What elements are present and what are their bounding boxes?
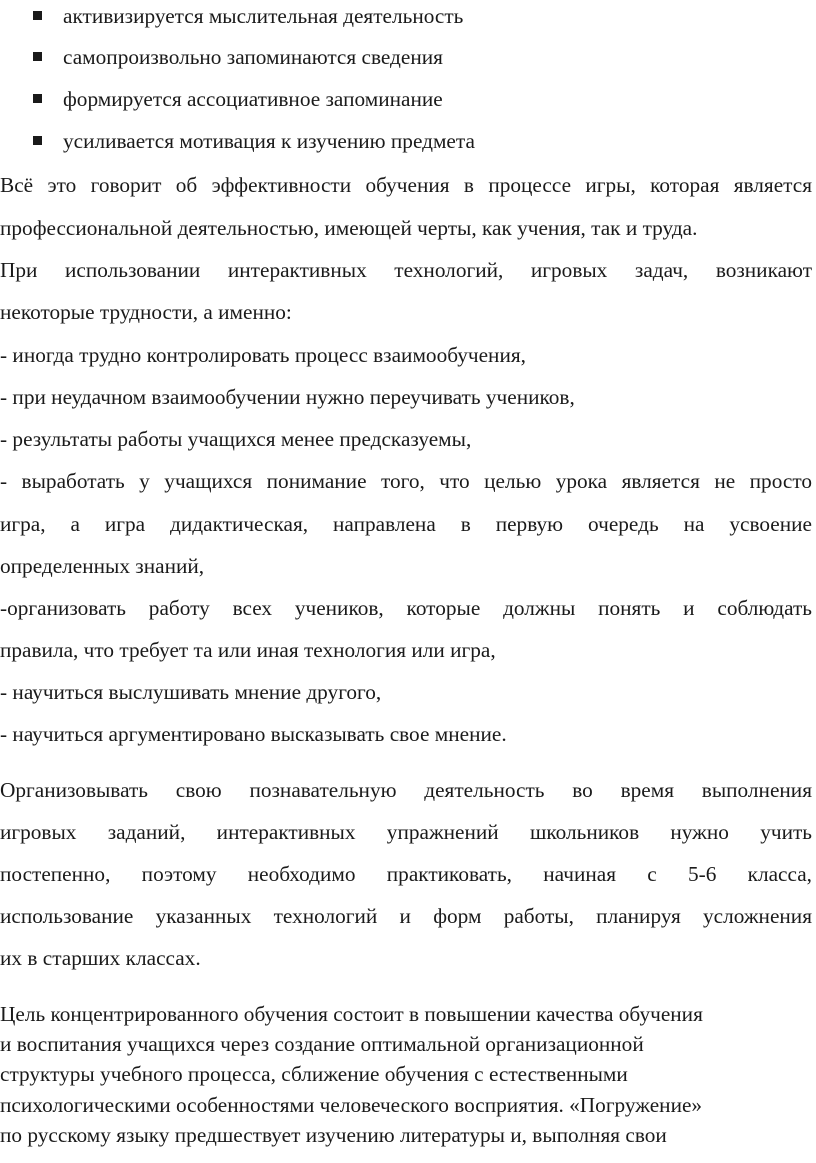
dash-item: - иногда трудно контролировать процесс взаимообучения, (0, 343, 526, 367)
text-line: по русскому языку предшествует изучению литературы и, выполняя свои (0, 1123, 667, 1147)
bullet-item: самопроизвольно запоминаются сведения (63, 43, 443, 71)
text-line: определенных знаний, (0, 554, 205, 578)
dash-item: - при неудачном взаимообучении нужно переучивать учеников, (0, 385, 575, 409)
dash-item: -организовать работу всех учеников, которые должны понять и соблюдать (0, 596, 812, 620)
text-line: игра, а игра дидактическая, направлена в первую очередь на усвоение (0, 512, 812, 536)
text-line: Всё это говорит об эффективности обучения в процессе игры, которая является (0, 173, 812, 197)
text-line: использование указанных технологий и форм работы, планируя усложнения (0, 904, 812, 928)
bullet-item: активизируется мыслительная деятельность (63, 2, 463, 30)
square-bullet-icon (33, 94, 42, 103)
dash-item: - выработать у учащихся понимание того, что целью урока является не просто (0, 469, 812, 493)
square-bullet-icon (33, 52, 42, 61)
bullet-item: формируется ассоциативное запоминание (63, 85, 443, 113)
text-line: их в старших классах. (0, 946, 201, 970)
text-line: При использовании интерактивных технологий, игровых задач, возникают (0, 258, 812, 282)
dash-item: - научиться аргументировано высказывать свое мнение. (0, 722, 507, 746)
text-line: психологическими особенностями человеческого восприятия. «Погружение» (0, 1093, 703, 1117)
text-line: и воспитания учащихся через создание оптимальной организационной (0, 1032, 644, 1056)
bullet-item: усиливается мотивация к изучению предмета (63, 127, 475, 155)
text-line: правила, что требует та или иная технология или игра, (0, 638, 496, 662)
square-bullet-icon (33, 136, 42, 145)
text-line: Цель концентрированного обучения состоит в повышении качества обучения (0, 1002, 703, 1026)
text-line: некоторые трудности, а именно: (0, 300, 292, 324)
dash-item: - результаты работы учащихся менее предсказуемы, (0, 427, 472, 451)
text-line: постепенно, поэтому необходимо практиковать, начиная с 5-6 класса, (0, 862, 812, 886)
dash-item: - научиться выслушивать мнение другого, (0, 680, 382, 704)
square-bullet-icon (33, 11, 42, 20)
text-line: Организовывать свою познавательную деятельность во время выполнения (0, 778, 812, 802)
text-line: структуры учебного процесса, сближение обучения с естественными (0, 1062, 628, 1086)
text-line: профессиональной деятельностью, имеющей черты, как учения, так и труда. (0, 216, 698, 240)
text-line: игровых заданий, интерактивных упражнений школьников нужно учить (0, 820, 812, 844)
